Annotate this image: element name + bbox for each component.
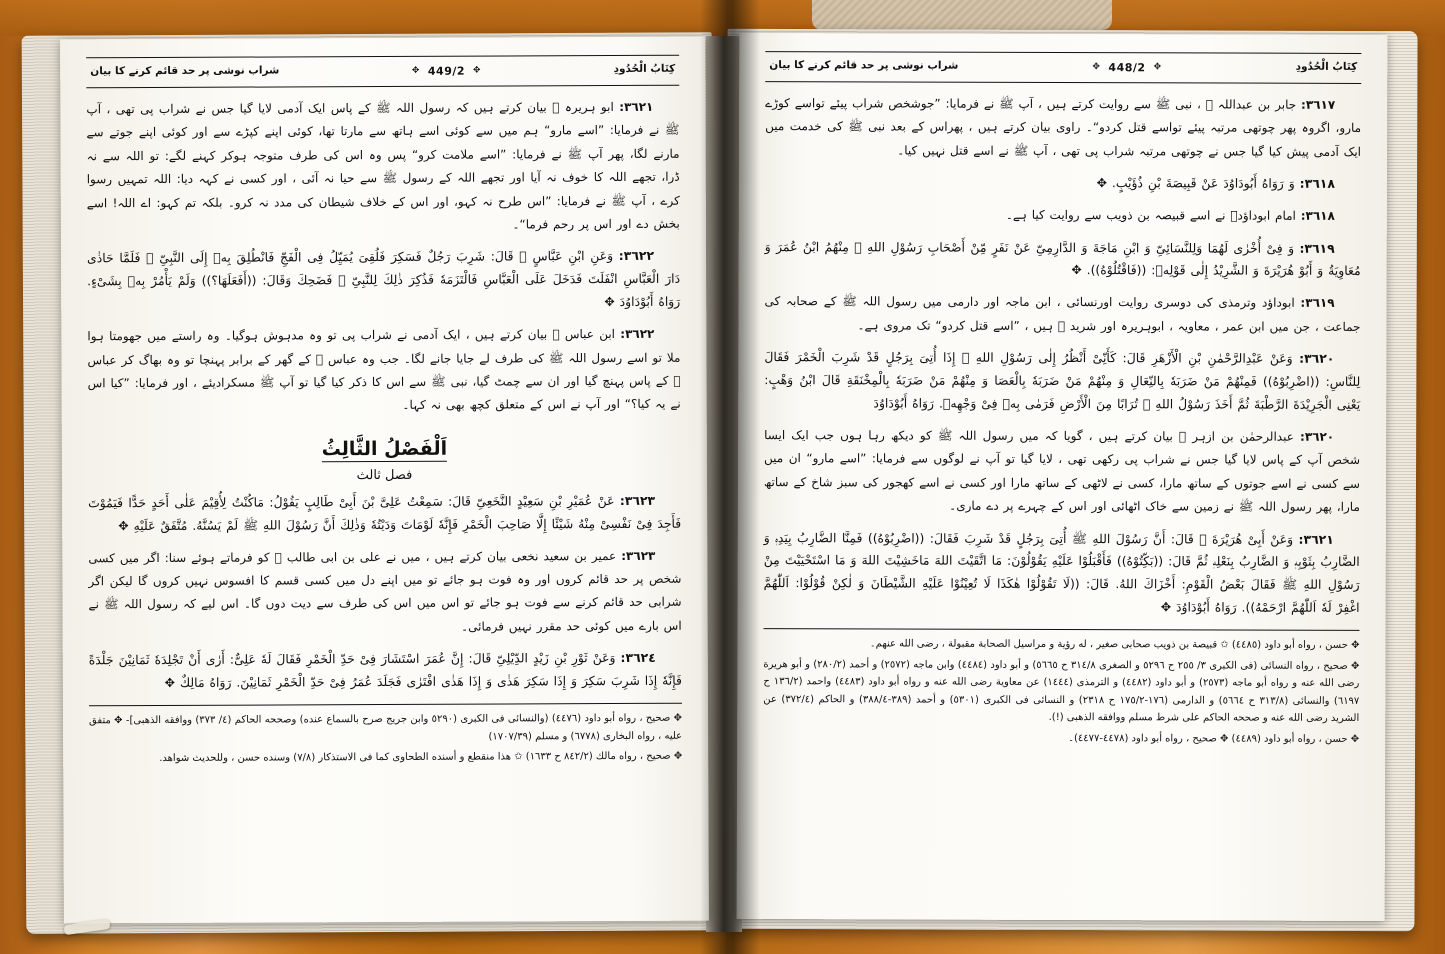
- hadith-text: عبدالرحمٰن بن ازہر ﷛ بیان کرتے ہیں ، گویا کہ میں رسول اللہ ﷺ کو دیکھ رہا ہوں جب ایک ایسا شخص آپ کے پاس لایا گیا جس نے شراب پی رکھی تھی ، لایا گیا تو آپ نے لوگوں سے فرمایا: ”اسے مارو“ ان میں سے کسی نے اسے جوتوں کے ساتھ مارا، کسی نے لاٹھی کے ساتھ مارا اور کسی نے اسے کھجور کی سبز شاخ کے ساتھ مارا، پھر رسول اللہ ﷺ نے زمین سے خاک اٹھائی اور اس کے چہرے پر دے ماری۔: [763, 428, 1361, 515]
- section-heading: [88, 436, 681, 484]
- ornament-icon: ✥: [1153, 62, 1162, 73]
- hadith-block: [89, 647, 682, 695]
- hadith-number: ٣٦٢٢:: [618, 248, 655, 264]
- hadith-block: [88, 489, 681, 537]
- left-page-footnotes: [89, 703, 682, 768]
- left-page: [60, 37, 709, 924]
- section-title-arabic: اَلْفَصْلُ الثَّالِثُ: [321, 437, 448, 460]
- section-title-urdu: فصل ثالث: [356, 467, 413, 483]
- cloth-background: [812, 0, 1112, 30]
- footnote: ✥ حسن ، رواه أبو داود (٤٤٨٥) ✩ قبيصة بن ذويب صحابى صغير ، له رؤية و مراسيل الصحابة مقبولة ، رضى الله عنهم۔: [869, 638, 1360, 652]
- hadith-number: ٣٦٢٠:: [1299, 429, 1335, 444]
- footnote: ✥ صحيح ، رواه مالك (٨٤٢/٢ ح ١٦٣٣) ✩ هذا منقطع و أسنده الطحاوى كما فى الاستذكار (٧/٨) وسنده حسن ، وللحديث شواهد.: [159, 750, 683, 765]
- hadith-text: عَنْ عُمَيْرِ بْنِ سَعِيْدٍ النَّخَعِىِّ قَالَ: سَمِعْتُ عَلِىَّ بْنَ أَبِىْ طَالِبٍ يَقُوْلُ: مَاكُنْتُ لِأُقِيْمَ عَلٰى أَحَدٍ حَدًّا فَيَمُوْتَ فَأَجِدَ فِىْ نَفْسِىْ مِنْهُ شَيْئًا إِلَّا صَاحِبَ الْخَمْرِ فَإِنَّهٗ لَوْمَاتَ وَدَيْتُهٗ وَذٰلِكَ أَنَّ رَسُوْلَ اللهِ ﷺ لَمْ يَسُنَّهُ. مُتَّفَقٌ عَلَيْهِ ✥: [88, 492, 682, 533]
- left-header-kitab: كِتَابُ الْحُدُودِ: [613, 63, 676, 76]
- hadith-text: امام ابوداؤدؒ نے اسے قبیصہ بن ذویب سے روایت کیا ہے۔: [1005, 207, 1296, 223]
- left-page-number: 449/2: [427, 64, 466, 78]
- hadith-number: ٣٦١٨:: [1300, 208, 1335, 223]
- right-page-number: 448/2: [1108, 60, 1146, 74]
- hadith-block: [88, 544, 681, 640]
- hadith-block: [764, 346, 1360, 417]
- hadith-number: ٣٦٢٤:: [620, 649, 656, 666]
- right-page: [737, 33, 1388, 921]
- hadith-text: جابر بن عبداللہ ﷛ ، نبی ﷺ سے روایت کرتے ہیں ، آپ ﷺ نے فرمایا: ”جوشخص شراب پیئے تواسے کوڑے مارو، اگروہ پھر چوتھی مرتبہ پیئے تواسے قتل کردو“۔ راوی بیان کرتے ہیں ، پھراس کے بعد نبی ﷺ کی خدمت میں ایک آدمی پیش کیا گیا جس نے چوتھی مرتبہ شراب پی تھی ، آپ ﷺ نے اسے قتل نہیں کیا۔: [765, 96, 1362, 159]
- hadith-text: عمیر بن سعید نخعی بیان کرتے ہیں ، میں نے علی بن ابی طالب ﷛ کو فرماتے ہوئے سنا: اگر میں کسی شخص پر حد قائم کروں اور وہ فوت ہو جائے تو میں اپنے دل میں کسی قسم کا افسوس نہیں کروں گا لیکن اگر شرابی حد قائم کرنے سے فوت ہو جائے تو اس میں اس کی طرف سے دیت دوں گا۔ اس لیے کہ رسول اللہ ﷺ نے اس بارے میں کوئی حد مقرر نہیں فرمائی۔: [88, 548, 682, 634]
- hadith-block: [764, 290, 1360, 339]
- left-page-header: [86, 55, 679, 89]
- hadith-block: [765, 171, 1361, 196]
- hadith-text: وَعَنْ عَبْدِالرَّحْمٰنِ بْنِ الْأَزْهَرِ قَالَ: كَأَنِّىْ أَنْظُرُ إِلٰى رَسُوْلِ اللهِ ﷺ إِذَا أُتِىَ بِرَجُلٍ قَدْ شَرِبَ الْخَمْرَ فَقَالَ لِلنَّاسِ: ((اضْرِبُوْهُ)) فَمِنْهُمْ مَنْ ضَرَبَهٗ بِالنِّعَالِ وَ مِنْهُمْ مَنْ ضَرَبَهٗ بِالْعَصَا وَ مِنْهُمْ مَنْ ضَرَبَهٗ بِالْمِخْنَقَةِ قَالَ ابْنُ وَهْبٍ: يَعْنِى الْجَرِيْدَةَ الرَّطْبَةَ ثُمَّ أَخَذَ رَسُوْلُ اللهِ ﷺ تُرَابًا مِنَ الْأَرْضِ فَرَمٰى بِهٖ فِىْ وَجْهِهٖ. رَوَاهُ أَبُوْدَاوُدَ: [764, 349, 1361, 412]
- hadith-text: وَعَنْ أَبِىْ هُرَيْرَةَ ﷛ قَالَ: أَنَّ رَسُوْلَ اللهِ ﷺ أُتِىَ بِرَجُلٍ قَدْ شَرِبَ فَقَالَ: ((اضْرِبُوْهُ)) فَمِنَّا الضَّارِبُ بِيَدِهٖ وَ الضَّارِبُ بِثَوْبِهٖ وَ الضَّارِبُ بِنَعْلِهٖ ثُمَّ قَالَ: ((بَكِّتُوْهُ)) فَأَقْبَلُوْا عَلَيْهِ يَقُوْلُوْنَ: مَا اتَّقَيْتَ اللهَ مَاخَشِيْتَ اللهَ وَ مَا اسْتَحْيَيْتَ مِنْ رَسُوْلِ اللهِ ﷺ فَقَالَ بَعْضُ الْقَوْمِ: أَخْزَاكَ اللهُ. قَالَ: ((لَا تَقُوْلُوْا هٰكَذَا لَا تُعِيْنُوْا عَلَيْهِ الشَّيْطَانَ وَ لٰكِنْ قُوْلُوْا: اَللّٰهُمَّ اغْفِرْ لَهٗ اَللّٰهُمَّ ارْحَمْهُ)). رَوَاهُ أَبُوْدَاوُدَ ✥: [763, 529, 1360, 616]
- right-page-header: [765, 51, 1361, 84]
- hadith-number: ٣٦١٩:: [1299, 240, 1335, 256]
- hadith-block: [86, 96, 680, 239]
- hadith-block: [765, 203, 1361, 228]
- hadith-text: وَعَنِ ابْنِ عَبَّاسٍ ﷛ قَالَ: شَرِبَ رَجُلٌ فَسَكِرَ فَلُقِىَ يُمَيِّلُ فِى الْفَجِّ فَانْطُلِقَ بِهٖ إِلَى النَّبِىِّ ﷺ فَلَمَّا حَاذٰى دَارَ الْعَبَّاسِ انْفَلَتَ فَدَخَلَ عَلَى الْعَبَّاسِ فَالْتَزَمَهٗ فَذُكِرَ ذٰلِكَ لِلنَّبِىِّ ﷺ فَضَحِكَ وَقَالَ: ((أَفَعَلَهَا؟)) وَلَمْ يَأْمُرْ بِهٖ بِشَىْءٍ. رَوَاهُ أَبُوْدَاوُدَ ✥: [86, 248, 681, 310]
- hadith-number: ٣٦٢١:: [619, 99, 654, 114]
- hadith-number: ٣٦٢١:: [1298, 531, 1334, 547]
- hadith-text: ابن عباس ﷛ بیان کرتے ہیں ، ایک آدمی نے شراب پی تو وہ مدہوش ہوگیا۔ وہ راستے میں جھومتا ہوا ملا تو اسے رسول اللہ ﷺ کی طرف لے جایا جانے لگا۔ جب وہ عباس ﷛ کے گھر کے برابر پہنچا تو وہ بھاگ کر عباس ﷛ کے پاس پہنچ گیا اور ان سے چمٹ گیا، نبی ﷺ سے اس کا ذکر کیا گیا تو آپ ﷺ مسکرادیئے ، اور فرمایا: ”کیا اس نے یہ کیا؟“ اور آپ نے اس کے متعلق کچھ بھی نہ کہا۔: [87, 327, 681, 413]
- hadith-block: [765, 236, 1361, 284]
- hadith-text: وَ فِىْ أُخْرٰى لَهُمَا وَلِلنَّسَائِىِّ وَ ابْنِ مَاجَةَ وَ الدَّارِمِىِّ عَنْ نَفَرٍ مِّنْ أَصْحَابِ رَسُوْلِ اللهِ ﷺ مِنْهُمُ ابْنُ عُمَرَ وَ مُعَاوِيَةُ وَ أَبُوْ هُرَيْرَةَ وَ الشَّرِيْدُ إِلٰى قَوْلِهٖ: ((فَاقْتُلُوْهُ)). ✥: [764, 238, 1361, 279]
- hadith-text: ابو ہریرہ ﷛ بیان کرتے ہیں کہ رسول اللہ ﷺ کے پاس ایک آدمی لایا گیا جس نے شراب پی تھی ، آپ ﷺ نے فرمایا: ”اسے مارو“ ہم میں سے کوئی اسے ہاتھ سے مارتا تھا، کوئی اپنے کپڑے سے اور کوئی اپنے جوتے سے مارنے لگا، پھر آپ ﷺ نے فرمایا: ”اسے ملامت کرو“ پس وہ اس کی طرف متوجہ ہوکر کہنے لگے: تو اللہ سے نہ ڈرا، تجھے اللہ کا خوف نہ آیا اور تجھے اللہ کے رسول ﷺ سے حیا نہ آئی ، اور کسی نے کہہ دیا: اللہ تمہیں رسوا کرے ، آپ ﷺ نے فرمایا: ”اس طرح نہ کہو، اور اس کے خلاف شیطان کی مدد نہ کرو۔ بلکہ تم کہو: اے اللہ! اسے بخش دے اور اس پر رحم فرما“۔: [86, 99, 680, 232]
- right-header-chapter: شراب نوشی پر حد قائم کرنے کا بیان: [769, 59, 959, 73]
- hadith-block: [87, 245, 680, 316]
- ornament-icon: ✥: [472, 65, 482, 76]
- hadith-text: وَعَنْ ثَوْرِ بْنِ زَيْدٍ الدِّيْلِىِّ قَالَ: إِنَّ عُمَرَ اسْتَشَارَ فِىْ حَدِّ الْخَمْرِ فَقَالَ لَهٗ عَلِىٌّ: أَرٰى أَنْ تَجْلِدَهٗ ثَمَانِيْنَ جَلْدَةً فَإِنَّهٗ إِذَا شَرِبَ سَكِرَ وَ إِذَا سَكِرَ هَذٰى وَ إِذَا هَذٰى افْتَرٰى فَجَلَدَ عُمَرُ فِىْ حَدِّ الْخَمْرِ ثَمَانِيْنَ. رَوَاهُ مَالِكٌ ✥: [88, 650, 682, 691]
- hadith-block: [764, 424, 1360, 519]
- left-header-chapter: شراب نوشی پر حد قائم کرنے کا بیان: [90, 64, 280, 78]
- spine-shadow: [700, 0, 760, 954]
- footnote: ✥ صحيح ، رواه النسائى (فى الكبرى ٣/ ٢٥٥ ح ٥٢٩٦ و الصغرى ٣١٤/٨ ح ٥٦٦٥) و أبو داود (٤٤٨٤) وابن ماجه (٢٥٧٢) و أحمد (٢٨٠/٢) و أبو هريرة رضى الله عنه و رواه أبو ماجه (٢٥٧٣) و أبو داود (٤٤٨٢) و الترمذى (١٤٤٤) عن معاوية رضى الله عنه و رواه أبو داود (٤٤٨٣) واحمد (١٣٦/٢ ح ٦١٩٧) والنسائى (٣١٣/٨ ح ٥٦٦٤) و الدارمى (١٧٦-١٧٥/٢ ح ٢٣١٨) و النسائى فى الكبرى (٥٣٠١) و أحمد (٣٨٩-٣٨٨/٤) و الحاكم (٣٧٢/٤) عن الشريد رضى الله عنه و صححه الحاكم على شرط مسلم ووافقه الذهبى (!).: [763, 658, 1360, 725]
- hadith-block: [87, 323, 680, 419]
- ornament-icon: ✥: [411, 65, 420, 76]
- right-page-footnotes: [763, 628, 1359, 748]
- footnote: ✥ صحيح ، رواه أبو داود (٤٤٧٦) (والنسائى فى الكبرى (٥٢٩٠ وابن جريج صرح بالسماع عنده) وصححه الحاكم (٤/ ٣٧٣) ووافقه الذهبى]- ✥ متفق عليه ، رواه البخارى (٦٧٧٨) و مسلم (١٧٠٧/٣٩): [89, 712, 683, 743]
- hadith-number: ٣٦٢٣:: [619, 492, 656, 508]
- right-header-kitab: كِتَابُ الْحُدُودِ: [1295, 61, 1358, 74]
- hadith-number: ٣٦١٧:: [1301, 97, 1336, 112]
- hadith-text: ابوداؤد وترمذی کی دوسری روایت اورنسائی ، ابن ماجہ اور دارمی میں رسول اللہ ﷺ کے صحابہ کی جماعت ، جن میں ابن عمر ، معاویہ ، ابوہریرہ اور شرید ﷛ ہیں ، ”اسے قتل کردو“ تک مروی ہے۔: [764, 294, 1361, 334]
- left-header-page-number: [412, 64, 481, 77]
- ornament-icon: ✥: [1092, 62, 1101, 73]
- hadith-block: [765, 92, 1361, 164]
- hadith-text: وَ رَوَاهُ أَبُودَاوُدَ عَنْ قَبِيصَةَ بْنِ ذُؤَيْبٍ. ✥: [1096, 175, 1295, 191]
- hadith-number: ٣٦١٩:: [1300, 296, 1335, 311]
- hadith-number: ٣٦٢٢:: [620, 326, 655, 342]
- hadith-number: ٣٦١٨:: [1299, 175, 1335, 192]
- footnote: ✥ حسن ، رواه أبو داود (٤٤٨٩) ✥ صحيح ، رواه أبو داود (٤٤٧٨-٤٤٧٧)۔: [1068, 732, 1360, 745]
- right-header-page-number: [1092, 61, 1161, 74]
- hadith-block: [764, 527, 1360, 621]
- hadith-number: ٣٦٢٠:: [1299, 350, 1335, 367]
- hadith-number: ٣٦٢٣:: [621, 548, 656, 563]
